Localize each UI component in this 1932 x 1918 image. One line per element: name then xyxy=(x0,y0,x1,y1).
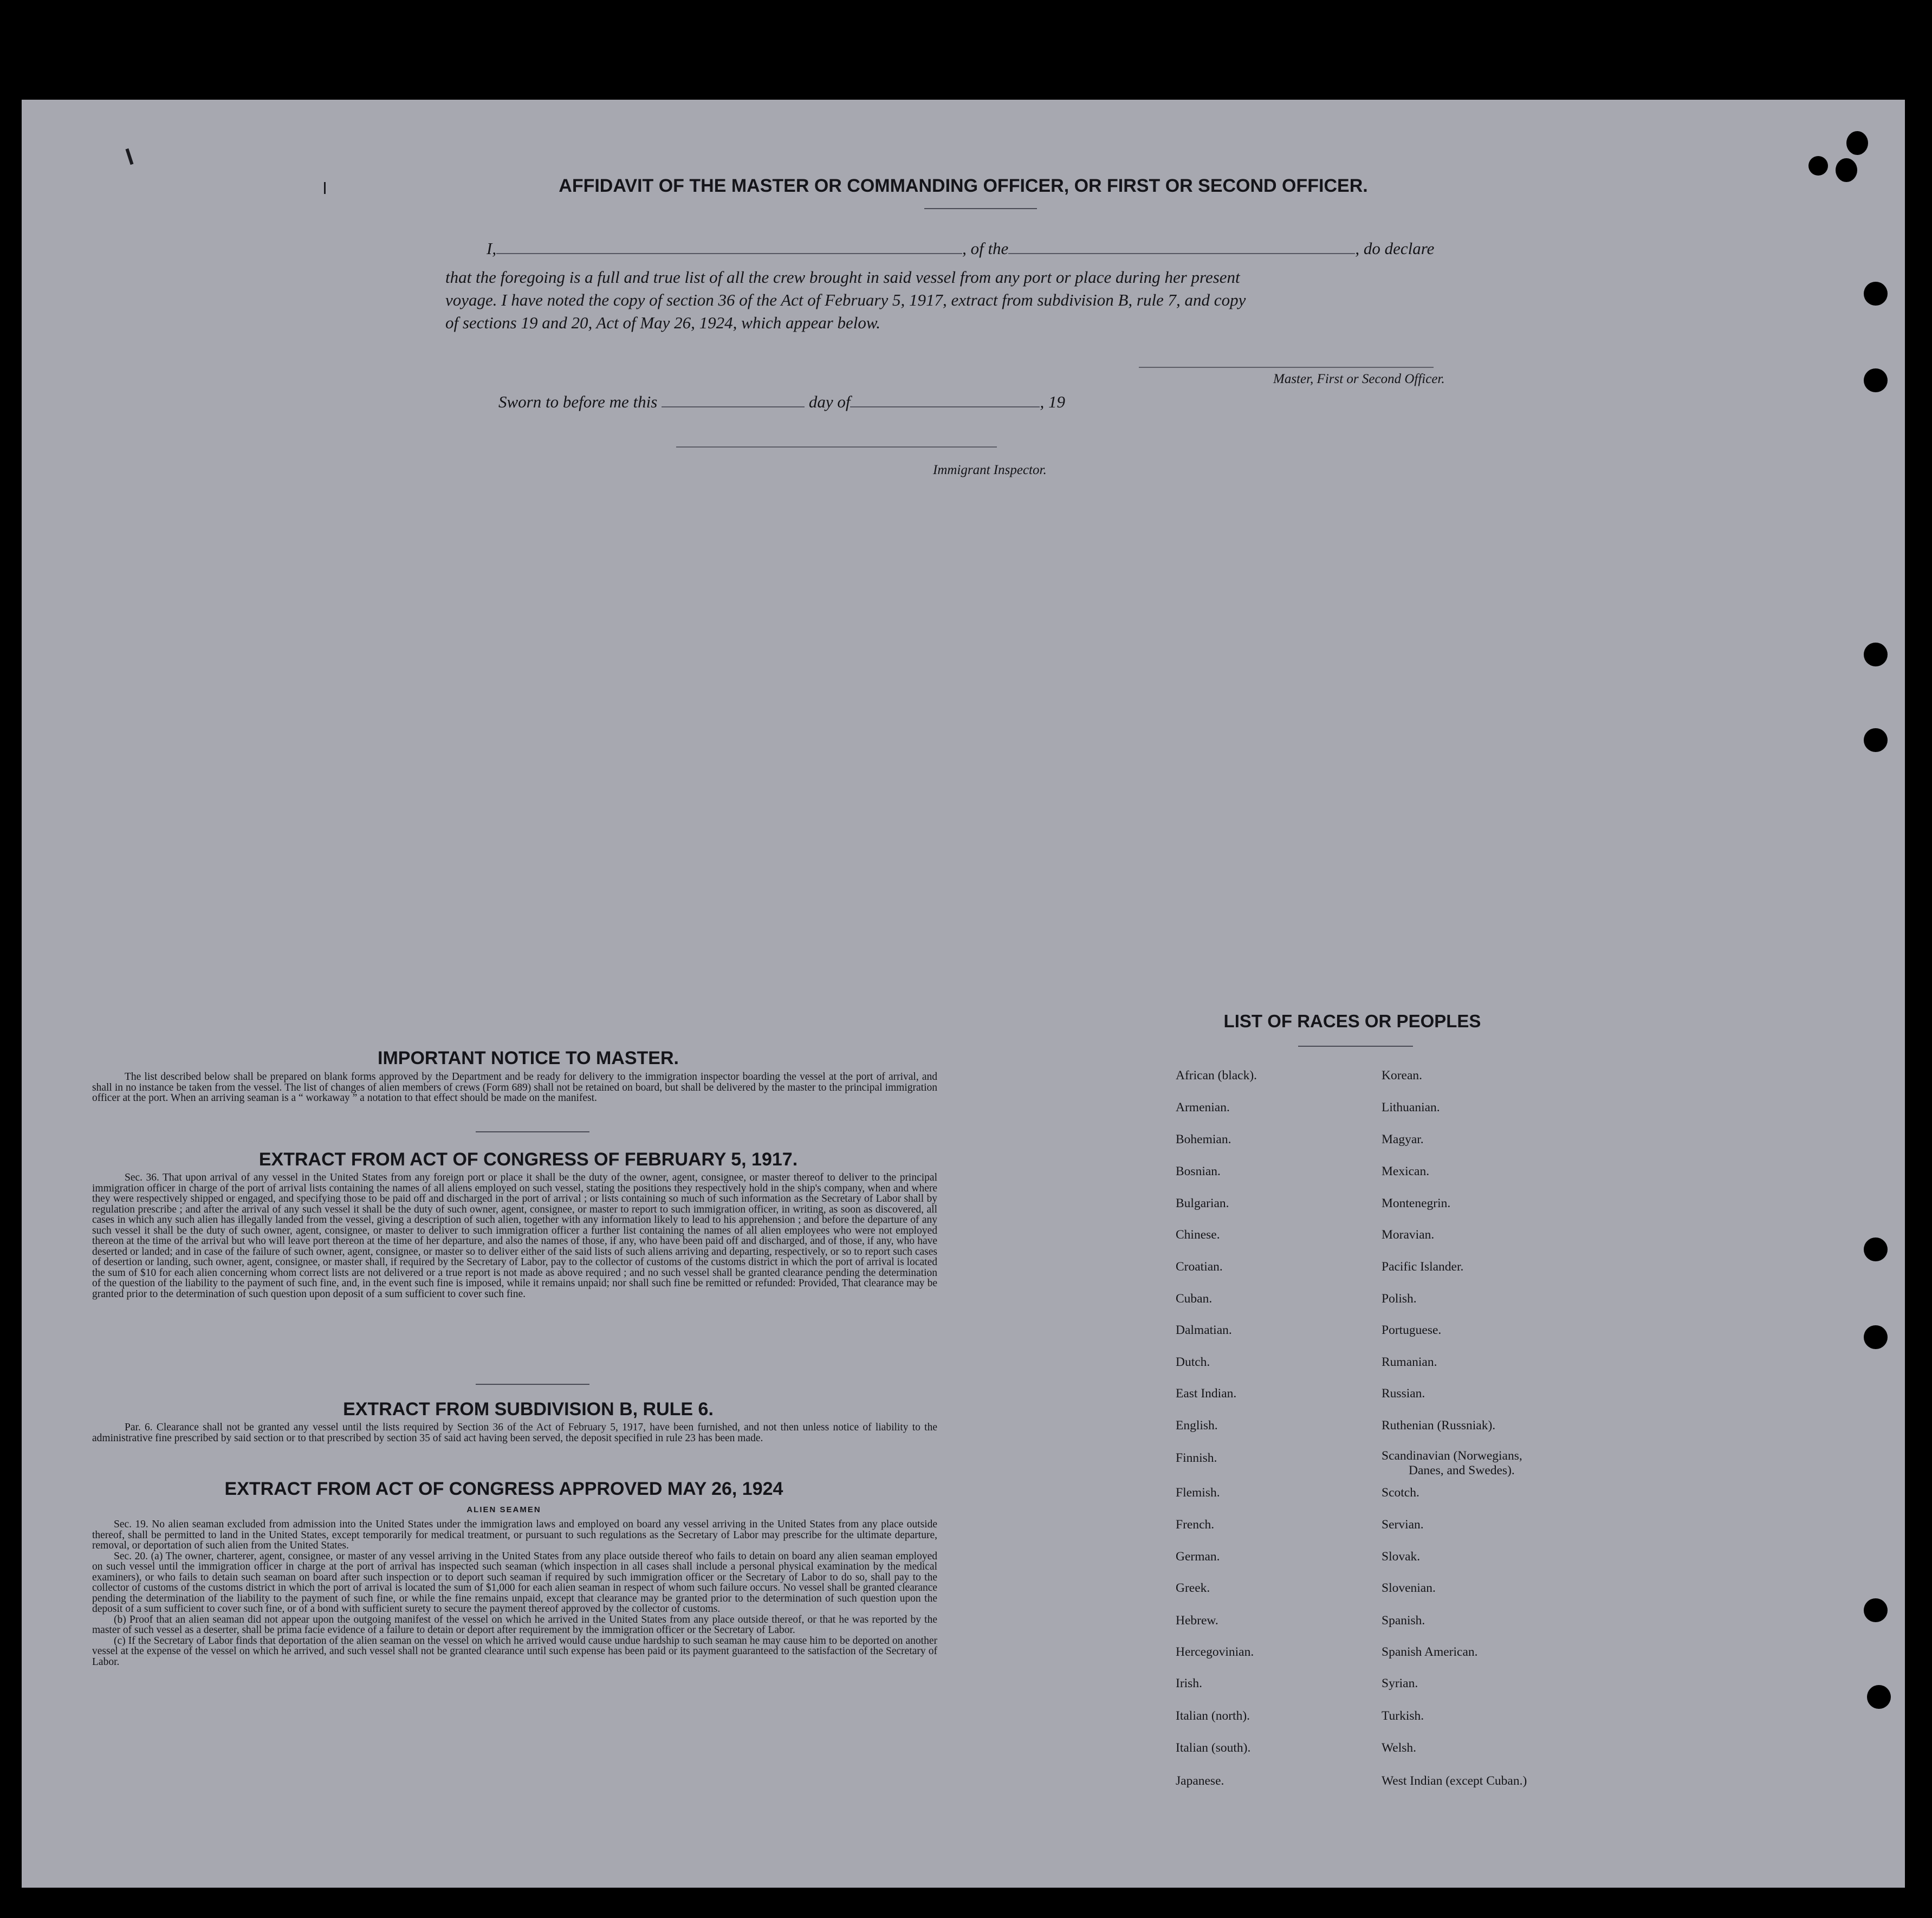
race-item: Irish. xyxy=(1176,1676,1202,1690)
master-signature-line[interactable] xyxy=(1139,367,1434,368)
extract-1917-text xyxy=(92,1172,937,1299)
par-6-paragraph: Par. 6. Clearance shall not be granted any vessel until the lists required by Section 36 of the Act of February 5, 1917, have been furnished, and not then unless notice of liability to the administrative fine prescribed by said section or to that prescribed by section 35 of said act having been served, the deposit specified in rule 23 has been made. xyxy=(92,1422,937,1444)
race-item: Welsh. xyxy=(1382,1741,1417,1755)
inspector-label: Immigrant Inspector. xyxy=(933,463,1047,477)
declare-label: , do declare xyxy=(1355,239,1435,258)
sec-20b-paragraph: (b) Proof that an alien seaman did not appear upon the outgoing manifest of the vessel on which he arrived in the United States from any place outside thereof, or that he was reported by the master of such vessel as a deserter, shall be prima facie evidence of a failure to detain or deport after requirement by the immigration officer or the Secretary of Labor. xyxy=(92,1614,937,1636)
of-the-label: , of the xyxy=(962,239,1009,258)
binder-hole xyxy=(1864,643,1888,666)
race-item: Bosnian. xyxy=(1176,1164,1221,1178)
race-item: Slovenian. xyxy=(1382,1581,1436,1595)
race-item: Magyar. xyxy=(1382,1132,1424,1146)
race-item: Mexican. xyxy=(1382,1164,1430,1178)
declarant-prefix: I, xyxy=(487,239,497,258)
sworn-month-field[interactable] xyxy=(850,406,1040,407)
binder-hole xyxy=(1864,282,1888,306)
form-page xyxy=(22,100,1905,1888)
vessel-name-field[interactable] xyxy=(1008,253,1355,254)
race-item: Finnish. xyxy=(1176,1451,1217,1465)
year-prefix: , 19 xyxy=(1040,392,1065,411)
race-item: Italian (north). xyxy=(1176,1709,1250,1723)
sworn-line xyxy=(498,392,1065,412)
race-item: Lithuanian. xyxy=(1382,1100,1440,1114)
race-item: French. xyxy=(1176,1518,1215,1532)
notice-paragraph: The list described below shall be prepared on blank forms approved by the Department and be ready for delivery to the immigration inspector boarding the vessel at the port of arrival, and shall in no instance be taken from the vessel. The list of changes of alien members of crews (Form 689) shall not be retained on board, but shall be delivered by the master to the principal immigration officer at the port. When an arriving seaman is a “ workaway ” a notation to that effect should be made on the manifest. xyxy=(92,1071,937,1104)
binder-hole xyxy=(1846,131,1868,155)
race-item: Chinese. xyxy=(1176,1228,1220,1242)
race-item: Pacific Islander. xyxy=(1382,1260,1464,1274)
binder-hole xyxy=(1867,1685,1891,1709)
sec-20c-paragraph: (c) If the Secretary of Labor finds that deportation of the alien seaman on the vessel on which he arrived would cause undue hardship to such seaman he may cause him to be deported on another vessel at the expense of the vessel on which he arrived, and such vessel shall not be granted clearance until such expense has been paid or its payment guaranteed to the satisfaction of the Secretary of Labor. xyxy=(92,1635,937,1668)
races-title: LIST OF RACES OR PEOPLES xyxy=(1223,1011,1481,1031)
binder-hole xyxy=(1864,1325,1888,1349)
extract-1924-title: EXTRACT FROM ACT OF CONGRESS APPROVED MAY 26, 1924 xyxy=(224,1479,783,1499)
race-item: Rumanian. xyxy=(1382,1355,1437,1369)
race-item: Scandinavian (Norwegians, xyxy=(1382,1449,1522,1463)
races-divider xyxy=(1298,1046,1413,1047)
race-item: Hercegovinian. xyxy=(1176,1645,1254,1659)
race-item: Japanese. xyxy=(1176,1774,1224,1788)
extract-rule6-text xyxy=(92,1422,937,1443)
race-item: Slovak. xyxy=(1382,1550,1421,1564)
race-item: Armenian. xyxy=(1176,1100,1230,1114)
race-item: African (black). xyxy=(1176,1068,1257,1083)
extract-1917-title: EXTRACT FROM ACT OF CONGRESS OF FEBRUARY 5, 1917. xyxy=(258,1149,798,1170)
affidavit-body-line: of sections 19 and 20, Act of May 26, 1924, which appear below. xyxy=(445,313,881,332)
race-item: English. xyxy=(1176,1418,1218,1433)
race-item: Ruthenian (Russniak). xyxy=(1382,1418,1496,1433)
notice-text xyxy=(92,1072,937,1104)
sec-20a-paragraph: Sec. 20. (a) The owner, charterer, agent, consignee, or master of any vessel arriving in the United States from any place outside thereof who fails to detain on board any alien seaman employed on such vessel until the immigration officer in charge at the port of arrival has inspected such seaman (which inspection in all cases shall include a personal physical examination by the medical examiners), or who fails to detain such seaman on board after such inspection or to deport such seaman if required by such immigration officer or the Secretary of Labor to do so, shall pay to the collector of customs of the customs district in which the port of arrival is located the sum of $1,000 for each alien seaman in respect of whom such failure occurs. No vessel shall be granted clearance pending the determination of the liability to the payment of such fine, or while the fine remains unpaid, except that clearance may be granted prior to the determination of such question upon the deposit of a sum sufficient to cover such fine, or of a bond with sufficient surety to secure the payment thereof approved by the collector of customs. xyxy=(92,1550,937,1615)
declaration-line xyxy=(487,239,1434,258)
race-item: Dalmatian. xyxy=(1176,1323,1232,1337)
day-of-label: day of xyxy=(808,392,851,411)
race-item: Spanish American. xyxy=(1382,1645,1478,1659)
race-item: Polish. xyxy=(1382,1292,1417,1306)
declarant-name-field[interactable] xyxy=(496,253,962,254)
race-item: Flemish. xyxy=(1176,1486,1220,1500)
race-item: West Indian (except Cuban.) xyxy=(1382,1774,1527,1788)
race-item: Russian. xyxy=(1382,1386,1425,1401)
race-item: Cuban. xyxy=(1176,1292,1213,1306)
sec-19-paragraph: Sec. 19. No alien seaman excluded from admission into the United States under the immigration laws and employed on board any vessel arriving in the United States from any place outside thereof, shall be permitted to land in the United States, except temporarily for medical treatment, or pursuant to such regulations as the Secretary of Labor may prescribe for the ultimate departure, removal, or deportation of such alien from the United States. xyxy=(92,1519,937,1551)
notice-title: IMPORTANT NOTICE TO MASTER. xyxy=(378,1048,679,1068)
sec-36-paragraph: Sec. 36. That upon arrival of any vessel in the United States from any foreign port or place it shall be the duty of the owner, agent, consignee, or master thereof to deliver to the principal immigration officer in charge of the port of arrival lists containing the names of all aliens employed on such vessel, stating the positions they respectively hold in the ship's company, when and where they were respectively shipped or engaged, and specifying those to be paid off and discharged in the port of arrival ; or lists containing so much of such information as the Secretary of Labor shall by regulation prescribe ; and after the arrival of any such vessel it shall be the duty of such owner, agent, consignee, or master to report to such immigration officer, in writing, as soon as discovered, all cases in which any such alien has illegally landed from the vessel, giving a description of such alien, together with any information likely to lead to his apprehension ; and before the departure of any such vessel it shall be the duty of such owner, agent, consignee, or master to deliver to such immigration officer a further list containing the names of all alien employees who were not employed thereon at the time of the arrival but who will leave port thereon at the time of her departure, and also the names of those, if any, who have been paid off and discharged, and of those, if any, who have deserted or landed; and in case of the failure of such owner, agent, consignee, or master so to deliver either of the said lists of such aliens arriving and departing, respectively, or so to report such cases of desertion or landing, such owner, agent, consignee, or master shall, if required by the Secretary of Labor, pay to the collector of customs of the customs district in which the port of arrival is located the sum of $10 for each alien concerning whom correct lists are not delivered or a true report is not made as above required ; and no such vessel shall be granted clearance pending the determination of the question of the liability to the payment of such fine, and, in the event such fine is imposed, while it remains unpaid; nor shall such fine be remitted or refunded: Provided, That clearance may be granted prior to the determination of such question upon deposit of a sum sufficient to cover such fine. xyxy=(92,1172,937,1300)
race-item: Croatian. xyxy=(1176,1260,1223,1274)
extract-rule6-title: EXTRACT FROM SUBDIVISION B, RULE 6. xyxy=(343,1399,714,1420)
race-item: Bohemian. xyxy=(1176,1132,1231,1146)
race-item: Moravian. xyxy=(1382,1228,1435,1242)
binder-hole xyxy=(1864,728,1888,752)
race-item: Servian. xyxy=(1382,1518,1424,1532)
sworn-label: Sworn to before me this xyxy=(498,392,658,411)
race-item: Portuguese. xyxy=(1382,1323,1442,1337)
extract-1924-text xyxy=(92,1519,937,1667)
race-item: East Indian. xyxy=(1176,1386,1237,1401)
binder-hole xyxy=(1864,1598,1888,1622)
race-item: Hebrew. xyxy=(1176,1614,1218,1628)
race-item: Montenegrin. xyxy=(1382,1196,1451,1210)
race-item: Korean. xyxy=(1382,1068,1423,1083)
race-item: Bulgarian. xyxy=(1176,1196,1229,1210)
affidavit-body-line: that the foregoing is a full and true list of all the crew brought in said vessel from any port or place during her present xyxy=(445,268,1240,287)
race-item: Scotch. xyxy=(1382,1486,1419,1500)
affidavit-body-line: voyage. I have noted the copy of section 36 of the Act of February 5, 1917, extract from subdivision B, rule 7, and copy xyxy=(445,290,1246,309)
title-divider xyxy=(924,208,1037,209)
section-divider xyxy=(476,1131,589,1132)
binder-hole xyxy=(1864,1237,1888,1261)
stray-mark xyxy=(126,148,134,165)
alien-seamen-subtitle: ALIEN SEAMEN xyxy=(466,1505,541,1514)
race-item: Italian (south). xyxy=(1176,1741,1251,1755)
race-item: Syrian. xyxy=(1382,1676,1418,1690)
race-item: Spanish. xyxy=(1382,1614,1425,1628)
race-item: Turkish. xyxy=(1382,1709,1424,1723)
section-divider xyxy=(476,1384,589,1385)
master-signature-label: Master, First or Second Officer. xyxy=(1273,372,1445,386)
sworn-day-field[interactable] xyxy=(662,406,805,407)
race-item: Dutch. xyxy=(1176,1355,1210,1369)
binder-hole xyxy=(1864,368,1888,392)
race-item: German. xyxy=(1176,1550,1220,1564)
binder-hole xyxy=(1808,156,1828,176)
affidavit-title: AFFIDAVIT OF THE MASTER OR COMMANDING OFFICER, OR FIRST OR SECOND OFFICER. xyxy=(559,176,1368,196)
inspector-signature-line[interactable] xyxy=(676,446,997,448)
race-item-continued: Danes, and Swedes). xyxy=(1409,1463,1515,1478)
race-item: Greek. xyxy=(1176,1581,1210,1595)
